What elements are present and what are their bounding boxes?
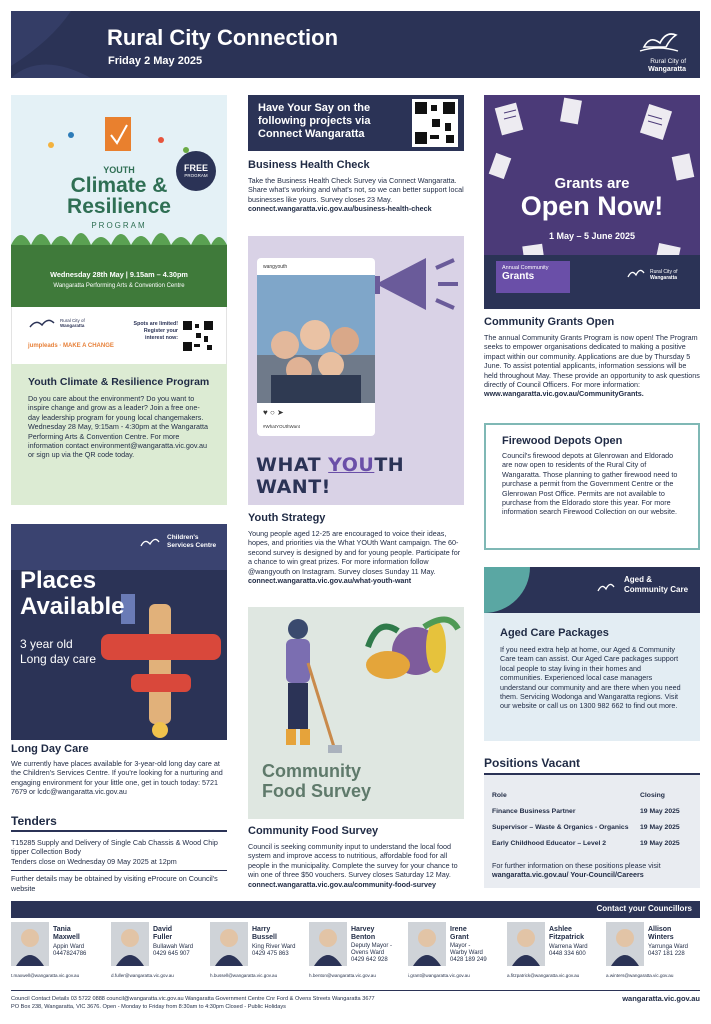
positions-section bbox=[484, 756, 700, 888]
food-survey-link[interactable]: connect.wangaratta.vic.gov.au/community-food-survey bbox=[248, 879, 436, 889]
aged-care-body: If you need extra help at home, our Aged & Community Care team can assist. Our Aged Care packages support local people to stay living in their homes and communities. Experienced local case managers understand our community and are there when you need them. Servicing Wodonga and Wangaratta regions. Visit our website or call us on 1300 982 662 to find out more. bbox=[500, 645, 681, 711]
youth-climate-body: Do you care about the environment? Do you want to inspire change and grow as a leader? Join a free one-day leadership program for young local changemakers. Wednesday 28 May, 9:15am - 4:30pm at the Wangaratta Performing Arts & Convention Centre. For more information contact environment@wangaratta.vic.gov.au or sign up via the QR code today. bbox=[28, 394, 209, 460]
youth-climate-banner bbox=[11, 95, 227, 307]
grants-banner-dates: 1 May – 5 June 2025 bbox=[548, 231, 636, 241]
councillor-card bbox=[408, 922, 496, 982]
aged-care-label: Aged & Community Care bbox=[624, 575, 689, 594]
aged-care-banner bbox=[484, 567, 700, 613]
qr-code-icon[interactable] bbox=[182, 320, 214, 352]
councillors-header-bar bbox=[11, 901, 700, 918]
positions-table bbox=[492, 787, 692, 851]
climate-banner-venue: Wangaratta Performing Arts & Convention Centre bbox=[53, 283, 185, 289]
climate-program-label: PROGRAM bbox=[91, 221, 147, 230]
councillor-email[interactable]: a.fitzpatrick@wangaratta.vic.gov.au bbox=[507, 973, 580, 978]
council-logo-text: Rural City of Wangaratta bbox=[60, 318, 85, 328]
grants-council-logo-text: Rural City of Wangaratta bbox=[650, 269, 678, 281]
councillor-card bbox=[606, 922, 694, 982]
youth-climate-title: Youth Climate & Resilience Program bbox=[28, 376, 210, 388]
councillor-ward: Mayor - Warby Ward 0428 189 249 bbox=[450, 943, 487, 963]
megaphone-icon bbox=[366, 244, 462, 324]
free-program-badge: FREE PROGRAM bbox=[176, 151, 216, 191]
climate-kicker: YOUTH bbox=[103, 165, 135, 175]
grants-banner-line1: Grants are bbox=[554, 175, 630, 192]
tender-item bbox=[11, 838, 227, 857]
councillor-name: Tania Maxwell bbox=[53, 926, 80, 941]
page-header bbox=[11, 11, 700, 78]
footer-rule bbox=[11, 990, 700, 991]
climate-banner-title: Climate & Resilience bbox=[67, 174, 171, 218]
header-logo-text: Rural City of Wangaratta bbox=[648, 58, 686, 73]
youth-group-photo bbox=[257, 275, 375, 403]
youth-strategy-body: Young people aged 12-25 are encouraged to voice their ideas, hopes, and priorities via the What YOUth Want campaign. The 60-second survey is designed by and for young people. Participate for a chance to win great prizes. For more information follow @wangyouth on Instagram. Survey closes Sunday 11 May. bbox=[248, 529, 461, 576]
table-row[interactable]: Supervisor – Waste & Organics - Organics 19 May 2025 bbox=[492, 823, 680, 831]
long-day-care-title: Long Day Care bbox=[11, 743, 89, 755]
councillor-ward: Warrena Ward 0448 334 600 bbox=[549, 944, 588, 957]
places-available-sub: 3 year old Long day care bbox=[20, 637, 97, 666]
councillor-card bbox=[210, 922, 298, 982]
councillor-card bbox=[111, 922, 199, 982]
councillor-email[interactable]: h.bussell@wangaratta.vic.gov.au bbox=[210, 973, 278, 978]
youth-strategy-link[interactable]: connect.wangaratta.vic.gov.au/what-youth-want bbox=[248, 576, 412, 586]
positions-more-info: For further information on these positions please visit bbox=[492, 861, 661, 870]
councillor-ward: Appin Ward 0447824786 bbox=[53, 944, 87, 957]
business-health-body: Take the Business Health Check Survey via Connect Wangaratta. Share what's working and what's not, so we can better support local businesses like yours. Survey closes 23 May. bbox=[248, 176, 464, 204]
annual-grants-tag: Annual Community Grants bbox=[496, 261, 570, 293]
food-survey-section bbox=[248, 825, 464, 889]
have-your-say-text: Have Your Say on the following projects via Connect Wangaratta bbox=[258, 102, 371, 140]
instagram-handle: wangyouth bbox=[263, 264, 288, 270]
councillor-email[interactable]: t.maxwell@wangaratta.vic.gov.au bbox=[11, 973, 80, 978]
councillor-ward: Yarrunga Ward 0437 181 228 bbox=[648, 944, 689, 957]
positions-header-row bbox=[492, 787, 692, 803]
councillor-photo bbox=[111, 922, 149, 966]
community-grants-link[interactable]: www.wangaratta.vic.gov.au/CommunityGrants. bbox=[484, 389, 644, 399]
instagram-post-card bbox=[257, 258, 375, 436]
councillor-photo bbox=[507, 922, 545, 966]
long-day-care-banner bbox=[11, 524, 227, 740]
climate-partner-strip bbox=[11, 307, 227, 364]
councillor-email[interactable]: a.winters@wangaratta.vic.gov.au bbox=[606, 973, 674, 978]
footer-website-link[interactable]: wangaratta.vic.gov.au bbox=[622, 994, 700, 1003]
councillor-email[interactable]: i.grant@wangaratta.vic.gov.au bbox=[408, 973, 470, 978]
youth-climate-panel bbox=[11, 364, 227, 505]
positions-title: Positions Vacant bbox=[484, 756, 700, 775]
positions-table-panel bbox=[484, 775, 700, 888]
grants-banner bbox=[484, 95, 700, 309]
tenders-section bbox=[11, 814, 227, 893]
councillor-name: Allison Winters bbox=[648, 926, 674, 941]
issue-date: Friday 2 May 2025 bbox=[108, 55, 203, 67]
business-health-section bbox=[248, 159, 464, 214]
councillor-card bbox=[507, 922, 595, 982]
community-grants-section bbox=[484, 316, 700, 399]
swan-logo-icon bbox=[636, 21, 682, 55]
table-row[interactable]: Finance Business Partner 19 May 2025 bbox=[492, 807, 680, 815]
partner-logo-icon: jumpleads · MAKE A CHANGE bbox=[28, 343, 114, 349]
spots-limited-text: Spots are limited! Register your interest now: bbox=[133, 321, 178, 341]
councillor-photo bbox=[408, 922, 446, 966]
long-day-care-section bbox=[11, 743, 227, 797]
councillor-ward: Bullawah Ward 0429 645 907 bbox=[153, 944, 194, 957]
councillor-email[interactable]: h.benton@wangaratta.vic.gov.au bbox=[309, 973, 376, 978]
councillor-ward: Deputy Mayor - Ovens Ward 0429 642 928 bbox=[351, 943, 393, 963]
business-health-link[interactable]: connect.wangaratta.vic.gov.au/business-health-check bbox=[248, 204, 432, 214]
aged-care-section bbox=[484, 613, 700, 741]
tender-close: Tenders close on Wednesday 09 May 2025 at 12pm bbox=[11, 856, 177, 866]
community-grants-body: The annual Community Grants Program is now open! The Program seeks to empower organisations dedicated to making a positive impact within our community. Applications are due by Thursday 5 June. To assist potential applicants, information sessions will be held throughout May. These provide an opportunity to ask questions directly of Council Officers. For more information: www.wangaratta.vic.gov.au/CommunityGrants. bbox=[484, 333, 700, 399]
what-youth-want-wordmark: WHAT YOUTH WANT! bbox=[256, 454, 405, 498]
council-logo-icon bbox=[139, 536, 161, 550]
business-health-title: Business Health Check bbox=[248, 159, 370, 171]
youth-strategy-section bbox=[248, 512, 464, 585]
page-title: Rural City Connection bbox=[107, 25, 339, 50]
tender-more-info: Further details may be obtained by visiting eProcure on Council's website bbox=[11, 870, 227, 893]
council-logo-icon bbox=[596, 581, 616, 595]
firewood-title: Firewood Depots Open bbox=[502, 435, 623, 447]
councillor-ward: King River Ward 0429 475 863 bbox=[252, 944, 296, 957]
youth-strategy-banner bbox=[248, 236, 464, 505]
councillor-email[interactable]: d.fuller@wangaratta.vic.gov.au bbox=[111, 973, 174, 978]
long-day-care-body: We currently have places available for 3-year-old long day care at the Children's Services Centre. If you're looking for a nurturing and engaging environment for your little one, get in touch today: 5721 7679 or lcdc@wangaratta.vic.gov.au bbox=[11, 759, 223, 797]
councillor-name: Ashlee Fitzpatrick bbox=[549, 926, 585, 941]
grants-banner-line2: Open Now! bbox=[520, 191, 664, 221]
tender-description: Supply and Delivery of Single Cab Chassis & Wood Chip tipper Collection Body bbox=[11, 838, 218, 857]
tenders-title: Tenders bbox=[11, 814, 227, 832]
food-survey-banner bbox=[248, 607, 464, 819]
col-role: Role bbox=[492, 791, 507, 799]
instagram-actions-icon: ♥ ○ ➤ bbox=[263, 408, 284, 417]
instagram-caption: #WhatYOUthWant bbox=[263, 424, 300, 429]
youth-strategy-title: Youth Strategy bbox=[248, 512, 326, 524]
councillor-photo bbox=[210, 922, 248, 966]
places-available-heading: Places Available bbox=[20, 567, 125, 620]
councillor-name: Harvey Benton bbox=[351, 926, 376, 941]
councillor-photo bbox=[11, 922, 49, 966]
food-survey-banner-title: Community Food Survey bbox=[262, 761, 372, 801]
firewood-section bbox=[484, 423, 700, 550]
food-survey-title: Community Food Survey bbox=[248, 825, 379, 837]
councillors-heading: Contact your Councillors bbox=[596, 904, 692, 913]
tender-code: T15285 bbox=[11, 838, 36, 847]
table-row[interactable]: Early Childhood Educator – Level 2 19 May 2025 bbox=[492, 839, 680, 847]
firewood-body: Council's firewood depots at Glenrowan and Eldorado are now open to residents of the Rural City of Wangaratta. Those planning to gather firewood need to purchase a permit from the Government Centre or the Glenrowan Post Office. Permits are not available to purchase from the Eldorado store this year. For more information search Firewood Collection on our website. bbox=[502, 451, 678, 517]
positions-careers-link[interactable]: wangaratta.vic.gov.au/ Your-Council/Careers bbox=[492, 870, 644, 880]
council-logo-icon bbox=[626, 267, 646, 281]
councillor-name: Irene Grant bbox=[450, 926, 469, 941]
qr-code-icon[interactable] bbox=[412, 99, 458, 147]
food-survey-body: Council is seeking community input to understand the local food system and improve access to nutritious, affordable food for all people in the municipality. Complete the survey for your chance to win one of three $50 vouchers. Survey closes Saturday 12 May. bbox=[248, 842, 458, 880]
councillor-photo bbox=[309, 922, 347, 966]
aged-care-title: Aged Care Packages bbox=[500, 627, 609, 639]
childrens-services-label: Children's Services Centre bbox=[167, 534, 217, 549]
footer-contact-details: Council Contact Details 03 5722 0888 council@wangaratta.vic.gov.au Wangaratta Government Centre Cnr Ford & Ovens Streets Wangaratta 3677 PO Box 238, Wangaratta, VIC 3676. Open - Monday to Friday from 8:30am to 4:30pm Closed - Public Holidays bbox=[11, 996, 375, 1010]
aged-care-teal-shape bbox=[484, 567, 530, 613]
council-logo-icon bbox=[28, 317, 56, 331]
climate-banner-date: Wednesday 28th May | 9.15am – 4.30pm bbox=[50, 270, 188, 279]
councillor-photo bbox=[606, 922, 644, 966]
have-your-say-banner bbox=[248, 95, 464, 151]
councillor-card bbox=[309, 922, 397, 982]
councillor-card bbox=[11, 922, 99, 982]
councillor-name: David Fuller bbox=[153, 926, 173, 941]
community-grants-title: Community Grants Open bbox=[484, 316, 615, 328]
councillor-name: Harry Bussell bbox=[252, 926, 277, 941]
col-closing: Closing bbox=[640, 791, 665, 799]
